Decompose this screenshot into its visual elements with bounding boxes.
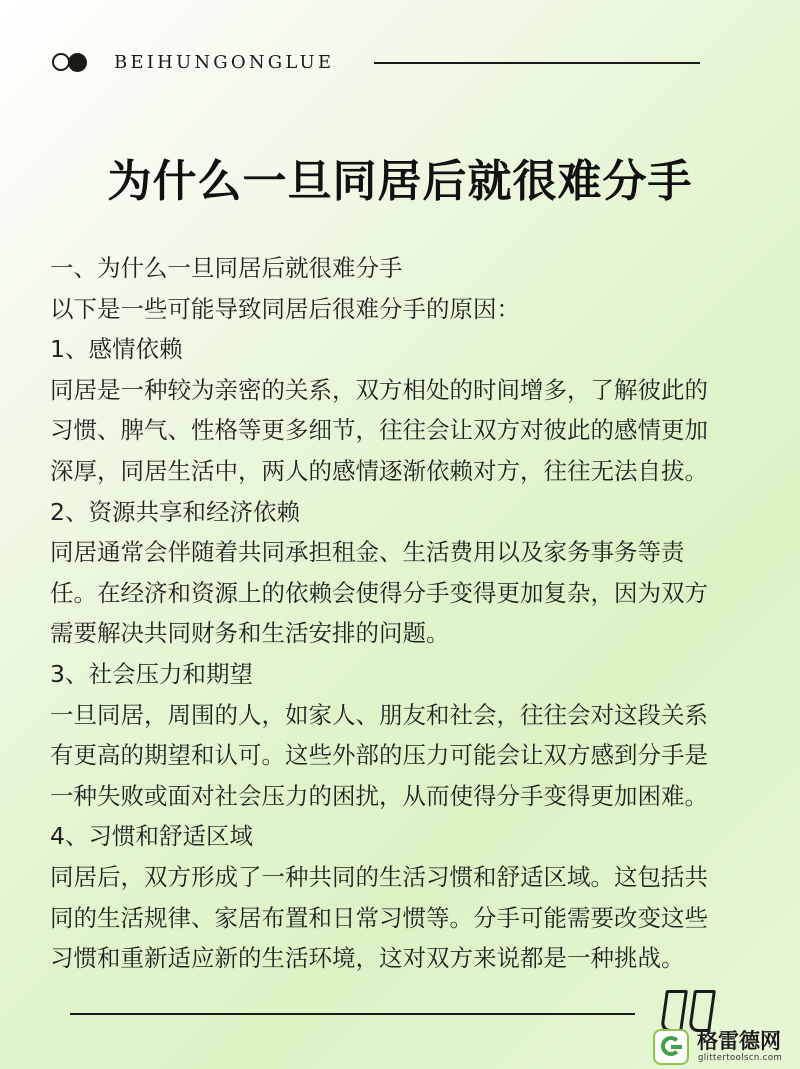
paragraph-line: 一种失败或面对社会压力的困扰，从而使得分手变得更加困难。 [50,781,708,810]
paragraph-line: 习惯和重新适应新的生活环境，这对双方来说都是一种挑战。 [50,944,685,973]
brand-name: BEIHUNGONGLUE [114,52,335,73]
watermark-url: glittertoolscn.com [698,1053,783,1063]
paragraph-line: 同居通常会伴随着共同承担租金、生活费用以及家务事务等责 [50,538,685,567]
watermark-g-bar [671,1045,682,1049]
paragraph-line: 任。在经济和资源上的依赖会使得分手变得更加复杂，因为双方 [50,578,708,607]
paragraph-line: 深厚，同居生活中，两人的感情逐渐依赖对方，往往无法自拔。 [50,456,708,485]
header [52,48,700,78]
paragraph-line: 一旦同居，周围的人，如家人、朋友和社会，往往会对这段关系 [50,700,708,729]
intro-line: 以下是一些可能导致同居后很难分手的原因： [50,294,520,323]
paragraph-line: 同居是一种较为亲密的关系，双方相处的时间增多，了解彼此的 [50,375,708,404]
point-heading-2: 2、资源共享和经济依赖 [50,497,300,526]
point-heading-3: 3、社会压力和期望 [50,659,253,688]
paragraph-line: 有更高的期望和认可。这些外部的压力可能会让双方感到分手是 [50,741,708,770]
article-body [50,248,780,979]
watermark [645,1025,800,1069]
watermark-name: 格雷德网 [697,1029,781,1053]
logo-circles-icon [52,53,92,73]
header-divider [374,62,700,64]
paragraph-line: 习惯、脾气、性格等更多细节，往往会让双方对彼此的感情更加 [50,416,708,445]
point-heading-4: 4、习惯和舒适区域 [50,822,253,851]
point-heading-1: 1、感情依赖 [50,335,183,364]
paragraph-line: 需要解决共同财务和生活安排的问题。 [50,619,450,648]
logo-dot [68,53,87,72]
page-title: 为什么一旦同居后就很难分手 [107,156,693,207]
watermark-logo-icon [653,1029,689,1065]
footer-divider [70,1013,635,1015]
paragraph-line: 同的生活规律、家居布置和日常习惯等。分手可能需要改变这些 [50,903,708,932]
section-heading: 一、为什么一旦同居后就很难分手 [50,254,403,282]
paragraph-line: 同居后，双方形成了一种共同的生活习惯和舒适区域。这包括共 [50,862,708,891]
